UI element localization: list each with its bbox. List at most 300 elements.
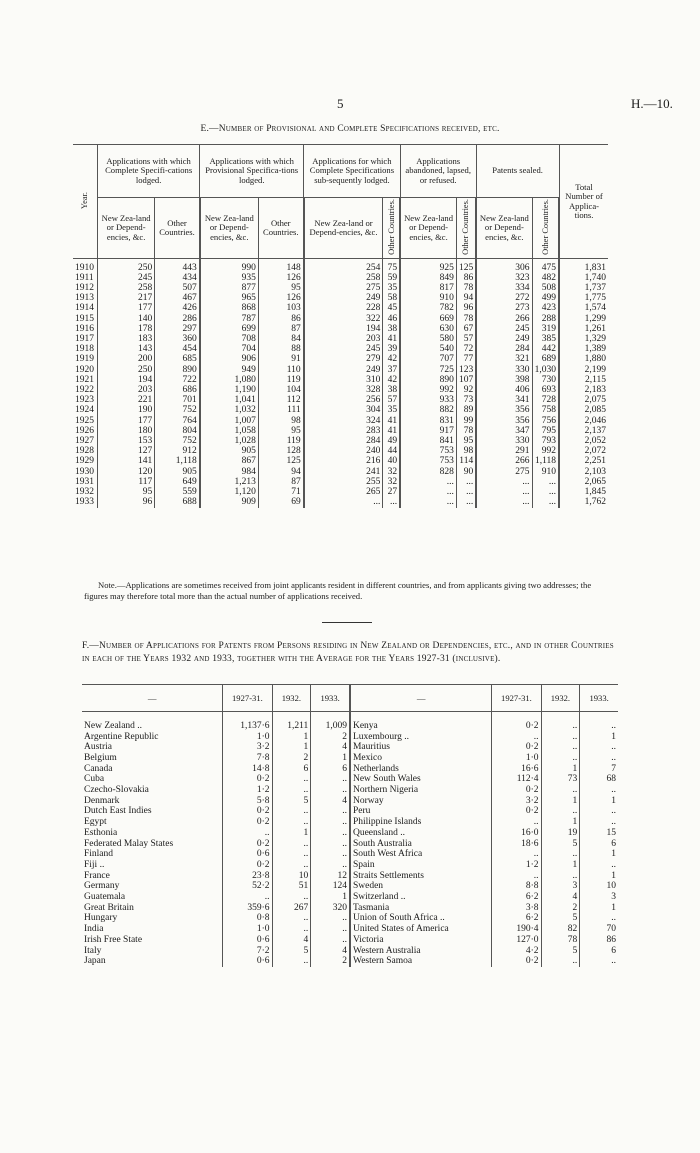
value-cell: 41	[383, 426, 400, 436]
value-cell: 1,028	[200, 436, 259, 446]
value-cell: 75	[383, 259, 400, 273]
country-cell: Italy	[82, 946, 223, 957]
value-cell: 4	[311, 742, 350, 753]
value-cell: 753	[400, 446, 456, 456]
value-cell: 1	[311, 753, 350, 764]
value-cell: 5	[541, 946, 580, 957]
value-cell: 828	[400, 467, 456, 477]
value-cell: 693	[532, 385, 559, 395]
value-cell: 1	[611, 731, 616, 742]
value-cell: 0·2	[223, 860, 272, 871]
value-cell: ..	[311, 785, 350, 796]
value-cell: 1,118	[155, 456, 200, 466]
value-cell: 925	[400, 259, 456, 273]
value-cell: 2,199	[584, 364, 606, 375]
value-cell: ...	[532, 487, 559, 497]
value-cell: 177	[98, 416, 155, 426]
year-cell: 1913	[73, 293, 98, 303]
value-cell: 194	[98, 375, 155, 385]
value-cell: 73	[456, 395, 476, 405]
value-cell: 423	[532, 303, 559, 313]
value-cell: ..	[541, 871, 580, 882]
country-cell: United States of America	[350, 924, 492, 935]
value-cell: 67	[456, 324, 476, 334]
value-cell: 990	[200, 259, 259, 273]
value-cell: 104	[258, 385, 303, 395]
value-cell: 283	[304, 426, 383, 436]
value-cell: 764	[155, 416, 200, 426]
subheader-nz: New Zea-land or Depend-encies, &c.	[476, 198, 532, 259]
value-cell: 1	[541, 817, 580, 828]
country-cell: New South Wales	[350, 774, 492, 785]
value-cell: ..	[272, 913, 311, 924]
value-cell: 84	[258, 334, 303, 344]
table-row	[82, 946, 618, 957]
value-cell: 32	[383, 477, 400, 487]
value-cell: 708	[200, 334, 259, 344]
value-cell: 126	[258, 293, 303, 303]
value-cell: 0·2	[492, 785, 541, 796]
value-cell: 42	[383, 375, 400, 385]
value-cell: 255	[304, 477, 383, 487]
year-cell: 1930	[73, 467, 98, 477]
table-row	[82, 913, 618, 924]
value-cell: 177	[98, 303, 155, 313]
table-row	[82, 860, 618, 871]
value-cell: 57	[456, 334, 476, 344]
value-cell: 0·2	[223, 839, 272, 850]
value-cell: ..	[611, 817, 616, 828]
value-cell: 4·2	[492, 946, 541, 957]
subheader-nz: New Zea-land or Depend-encies, &c.	[98, 198, 155, 259]
subheader-nz: New Zea-land or Depend-encies, &c.	[304, 198, 383, 259]
value-cell: 1,762	[584, 497, 606, 508]
table-row	[82, 785, 618, 796]
value-cell: 3	[541, 881, 580, 892]
value-cell: 540	[400, 344, 456, 354]
table-row	[73, 293, 608, 303]
value-cell: ..	[611, 956, 616, 967]
value-cell: 0·2	[492, 956, 541, 967]
table-row	[73, 334, 608, 344]
value-cell: ...	[456, 477, 476, 487]
value-cell: 0·2	[492, 712, 541, 732]
country-cell: Western Samoa	[350, 956, 492, 967]
value-cell: 787	[200, 314, 259, 324]
country-cell: Dutch East Indies	[82, 806, 223, 817]
value-cell: ..	[541, 956, 580, 967]
value-cell: 334	[476, 283, 532, 293]
value-cell: 1	[611, 870, 616, 881]
value-cell: 890	[155, 365, 200, 375]
value-cell: ..	[311, 935, 350, 946]
value-cell: 178	[98, 324, 155, 334]
table-row	[82, 774, 618, 785]
value-cell: ..	[311, 839, 350, 850]
year-cell: 1917	[73, 334, 98, 344]
value-cell: 245	[304, 344, 383, 354]
country-cell: France	[82, 871, 223, 882]
value-cell: ..	[272, 849, 311, 860]
value-cell: 95	[98, 487, 155, 497]
value-cell: 304	[304, 405, 383, 415]
value-cell: 228	[304, 303, 383, 313]
group-header-sealed: Patents sealed.	[476, 145, 559, 198]
value-cell: 992	[400, 385, 456, 395]
value-cell: 6	[611, 945, 616, 956]
value-cell: 73	[541, 774, 580, 785]
value-cell: 266	[476, 314, 532, 324]
value-cell: 910	[400, 293, 456, 303]
country-cell: Guatemala	[82, 892, 223, 903]
country-cell: India	[82, 924, 223, 935]
value-cell: 2,052	[584, 436, 606, 447]
year-cell: 1912	[73, 283, 98, 293]
value-cell: 19	[541, 828, 580, 839]
value-cell: ...	[383, 497, 400, 507]
value-cell: 35	[383, 405, 400, 415]
value-cell: 272	[476, 293, 532, 303]
value-cell: 92	[456, 385, 476, 395]
value-cell: 3	[611, 892, 616, 903]
value-cell: ..	[611, 859, 616, 870]
value-cell: 128	[258, 446, 303, 456]
value-cell: 86	[456, 273, 476, 283]
value-cell: ..	[492, 871, 541, 882]
value-cell: 5·8	[223, 796, 272, 807]
table-row	[82, 956, 618, 967]
subheader-other: Other Countries.	[155, 198, 200, 259]
value-cell: 99	[456, 416, 476, 426]
value-cell: ...	[400, 497, 456, 507]
value-cell: 1,032	[200, 405, 259, 415]
value-cell: 1,007	[200, 416, 259, 426]
table-row	[82, 712, 618, 732]
value-cell: 0·6	[223, 849, 272, 860]
value-cell: 38	[383, 385, 400, 395]
value-cell: 1,737	[584, 283, 606, 294]
value-cell: 127	[98, 446, 155, 456]
value-cell: 499	[532, 293, 559, 303]
value-cell: 917	[400, 426, 456, 436]
value-cell: 2,085	[584, 405, 606, 416]
table-row	[73, 314, 608, 324]
value-cell: ...	[476, 487, 532, 497]
value-cell: ..	[311, 828, 350, 839]
year-cell: 1926	[73, 426, 98, 436]
value-cell: 2,115	[584, 374, 606, 385]
subheader-other: Other Countries.	[383, 198, 400, 259]
value-cell: ...	[476, 477, 532, 487]
value-cell: 112·4	[492, 774, 541, 785]
value-cell: 1,041	[200, 395, 259, 405]
value-cell: ..	[492, 849, 541, 860]
value-cell: 112	[258, 395, 303, 405]
value-cell: 273	[476, 303, 532, 313]
value-cell: 15	[606, 827, 616, 838]
year-cell: 1919	[73, 354, 98, 364]
value-cell: 704	[200, 344, 259, 354]
value-cell: ...	[304, 497, 383, 507]
value-cell: 1,120	[200, 487, 259, 497]
table-row	[82, 796, 618, 807]
value-cell: 2	[541, 903, 580, 914]
value-cell: ..	[541, 742, 580, 753]
value-cell: 890	[400, 375, 456, 385]
value-cell: 649	[155, 477, 200, 487]
value-cell: 41	[383, 334, 400, 344]
value-cell: 688	[155, 497, 200, 507]
country-cell: Netherlands	[350, 764, 492, 775]
table-row	[82, 753, 618, 764]
value-cell: 795	[532, 426, 559, 436]
country-cell: Austria	[82, 742, 223, 753]
value-cell: 949	[200, 365, 259, 375]
value-cell: 57	[383, 395, 400, 405]
table-row	[73, 365, 608, 375]
value-cell: 217	[98, 293, 155, 303]
value-cell: 360	[155, 334, 200, 344]
value-cell: 94	[456, 293, 476, 303]
value-cell: ..	[611, 913, 616, 924]
value-cell: 286	[155, 314, 200, 324]
value-cell: 0·2	[223, 774, 272, 785]
table-row	[73, 416, 608, 426]
value-cell: ..	[492, 732, 541, 743]
value-cell: 95	[258, 283, 303, 293]
country-cell: Mauritius	[350, 742, 492, 753]
value-cell: ...	[400, 477, 456, 487]
value-cell: 275	[304, 283, 383, 293]
value-cell: 71	[258, 487, 303, 497]
subheader-nz: New Zea-land or Depend-encies, &c.	[400, 198, 456, 259]
value-cell: 78	[456, 426, 476, 436]
table-row	[73, 324, 608, 334]
country-header: —	[82, 685, 223, 712]
value-cell: 221	[98, 395, 155, 405]
country-cell: Czecho-Slovakia	[82, 785, 223, 796]
country-cell: Mexico	[350, 753, 492, 764]
table-f-body	[82, 712, 618, 967]
year-cell: 1910	[73, 259, 98, 273]
value-cell: ..	[272, 785, 311, 796]
value-cell: 1,831	[584, 262, 606, 273]
value-cell: 3·2	[492, 796, 541, 807]
value-cell: 1,574	[584, 303, 606, 314]
value-cell: 46	[383, 314, 400, 324]
table-row	[82, 742, 618, 753]
value-cell: 2,065	[584, 476, 606, 487]
value-cell: 686	[155, 385, 200, 395]
value-cell: 98	[456, 446, 476, 456]
value-cell: 319	[532, 324, 559, 334]
value-cell: 1,880	[584, 354, 606, 365]
year-cell: 1920	[73, 365, 98, 375]
value-cell: 1	[272, 828, 311, 839]
value-cell: 817	[400, 283, 456, 293]
country-cell: Northern Nigeria	[350, 785, 492, 796]
value-cell: 507	[155, 283, 200, 293]
value-cell: 4	[311, 796, 350, 807]
table-row	[82, 881, 618, 892]
value-cell: 701	[155, 395, 200, 405]
value-cell: 114	[456, 456, 476, 466]
value-cell: 756	[532, 416, 559, 426]
value-cell: 933	[400, 395, 456, 405]
value-cell: 689	[532, 354, 559, 364]
value-cell: 882	[400, 405, 456, 415]
value-cell: 0·6	[223, 935, 272, 946]
country-cell: Egypt	[82, 817, 223, 828]
value-cell: 730	[532, 375, 559, 385]
value-cell: 125	[456, 259, 476, 273]
value-cell: 1,030	[532, 365, 559, 375]
value-cell: 245	[98, 273, 155, 283]
value-cell: 4	[272, 935, 311, 946]
value-cell: ..	[611, 752, 616, 763]
value-cell: 12	[311, 871, 350, 882]
value-cell: 284	[476, 344, 532, 354]
value-cell: 190	[98, 405, 155, 415]
value-cell: 6	[272, 764, 311, 775]
value-cell: 1	[272, 742, 311, 753]
value-cell: 935	[200, 273, 259, 283]
value-cell: 5	[541, 839, 580, 850]
table-e	[73, 144, 608, 508]
country-cell: New Zealand ..	[82, 712, 223, 732]
value-cell: 10	[272, 871, 311, 882]
value-cell: 1	[611, 902, 616, 913]
value-cell: 905	[155, 467, 200, 477]
avg-header: 1927-31.	[223, 685, 272, 712]
value-cell: 0·8	[223, 913, 272, 924]
table-row	[73, 303, 608, 313]
value-cell: ..	[272, 774, 311, 785]
value-cell: 70	[606, 924, 616, 935]
value-cell: 96	[456, 303, 476, 313]
value-cell: 758	[532, 405, 559, 415]
value-cell: 120	[98, 467, 155, 477]
value-cell: 141	[98, 456, 155, 466]
value-cell: 78	[541, 935, 580, 946]
value-cell: 2,046	[584, 415, 606, 426]
value-cell: 6·2	[492, 892, 541, 903]
value-cell: 321	[476, 354, 532, 364]
value-cell: 124	[311, 881, 350, 892]
value-cell: 475	[532, 259, 559, 273]
value-cell: 86	[258, 314, 303, 324]
value-cell: 291	[476, 446, 532, 456]
year-cell: 1922	[73, 385, 98, 395]
value-cell: 841	[400, 436, 456, 446]
value-cell: 183	[98, 334, 155, 344]
table-row	[82, 935, 618, 946]
value-cell: 125	[258, 456, 303, 466]
value-cell: 6	[311, 764, 350, 775]
value-cell: 849	[400, 273, 456, 283]
country-cell: Germany	[82, 881, 223, 892]
year-cell: 1914	[73, 303, 98, 313]
value-cell: 249	[304, 293, 383, 303]
value-cell: 279	[304, 354, 383, 364]
country-cell: Sweden	[350, 881, 492, 892]
table-row	[82, 892, 618, 903]
value-cell: 194	[304, 324, 383, 334]
value-cell: 107	[456, 375, 476, 385]
year-1933-header: 1933.	[589, 693, 609, 703]
value-cell: 38	[383, 324, 400, 334]
value-cell: ..	[272, 892, 311, 903]
table-row	[73, 446, 608, 456]
subheader-other: Other Countries.	[456, 198, 476, 259]
value-cell: 126	[258, 273, 303, 283]
value-cell: ..	[311, 817, 350, 828]
table-row	[73, 456, 608, 466]
value-cell: 2,183	[584, 385, 606, 396]
country-cell: Hungary	[82, 913, 223, 924]
value-cell: 323	[476, 273, 532, 283]
value-cell: 443	[155, 259, 200, 273]
value-cell: 347	[476, 426, 532, 436]
value-cell: 1,190	[200, 385, 259, 395]
value-cell: 831	[400, 416, 456, 426]
value-cell: 241	[304, 467, 383, 477]
value-cell: 728	[532, 395, 559, 405]
value-cell: 78	[456, 283, 476, 293]
value-cell: 59	[383, 273, 400, 283]
value-cell: 707	[400, 354, 456, 364]
value-cell: 23·8	[223, 871, 272, 882]
table-row	[73, 497, 608, 507]
table-row	[82, 817, 618, 828]
country-header: —	[350, 685, 492, 712]
year-1933-header: 1933.	[311, 685, 350, 712]
value-cell: ..	[272, 860, 311, 871]
value-cell: 1,261	[584, 323, 606, 334]
year-cell: 1932	[73, 487, 98, 497]
value-cell: 27	[383, 487, 400, 497]
value-cell: 69	[258, 497, 303, 507]
value-cell: ..	[272, 924, 311, 935]
value-cell: ..	[611, 785, 616, 796]
country-cell: Tasmania	[350, 903, 492, 914]
value-cell: ...	[532, 497, 559, 507]
value-cell: 190·4	[492, 924, 541, 935]
value-cell: ..	[541, 712, 580, 732]
value-cell: 203	[98, 385, 155, 395]
value-cell: 180	[98, 426, 155, 436]
value-cell: 245	[476, 324, 532, 334]
table-row	[73, 426, 608, 436]
value-cell: 250	[98, 365, 155, 375]
table-row	[73, 344, 608, 354]
country-cell: Norway	[350, 796, 492, 807]
value-cell: 1	[541, 796, 580, 807]
value-cell: ..	[541, 732, 580, 743]
value-cell: 42	[383, 354, 400, 364]
value-cell: 123	[456, 365, 476, 375]
value-cell: 454	[155, 344, 200, 354]
value-cell: 41	[383, 416, 400, 426]
value-cell: 14·8	[223, 764, 272, 775]
value-cell: 203	[304, 334, 383, 344]
value-cell: 52·2	[223, 881, 272, 892]
value-cell: 2,137	[584, 425, 606, 436]
table-e-body	[73, 259, 608, 508]
value-cell: 434	[155, 273, 200, 283]
value-cell: 1·0	[223, 924, 272, 935]
country-cell: Japan	[82, 956, 223, 967]
